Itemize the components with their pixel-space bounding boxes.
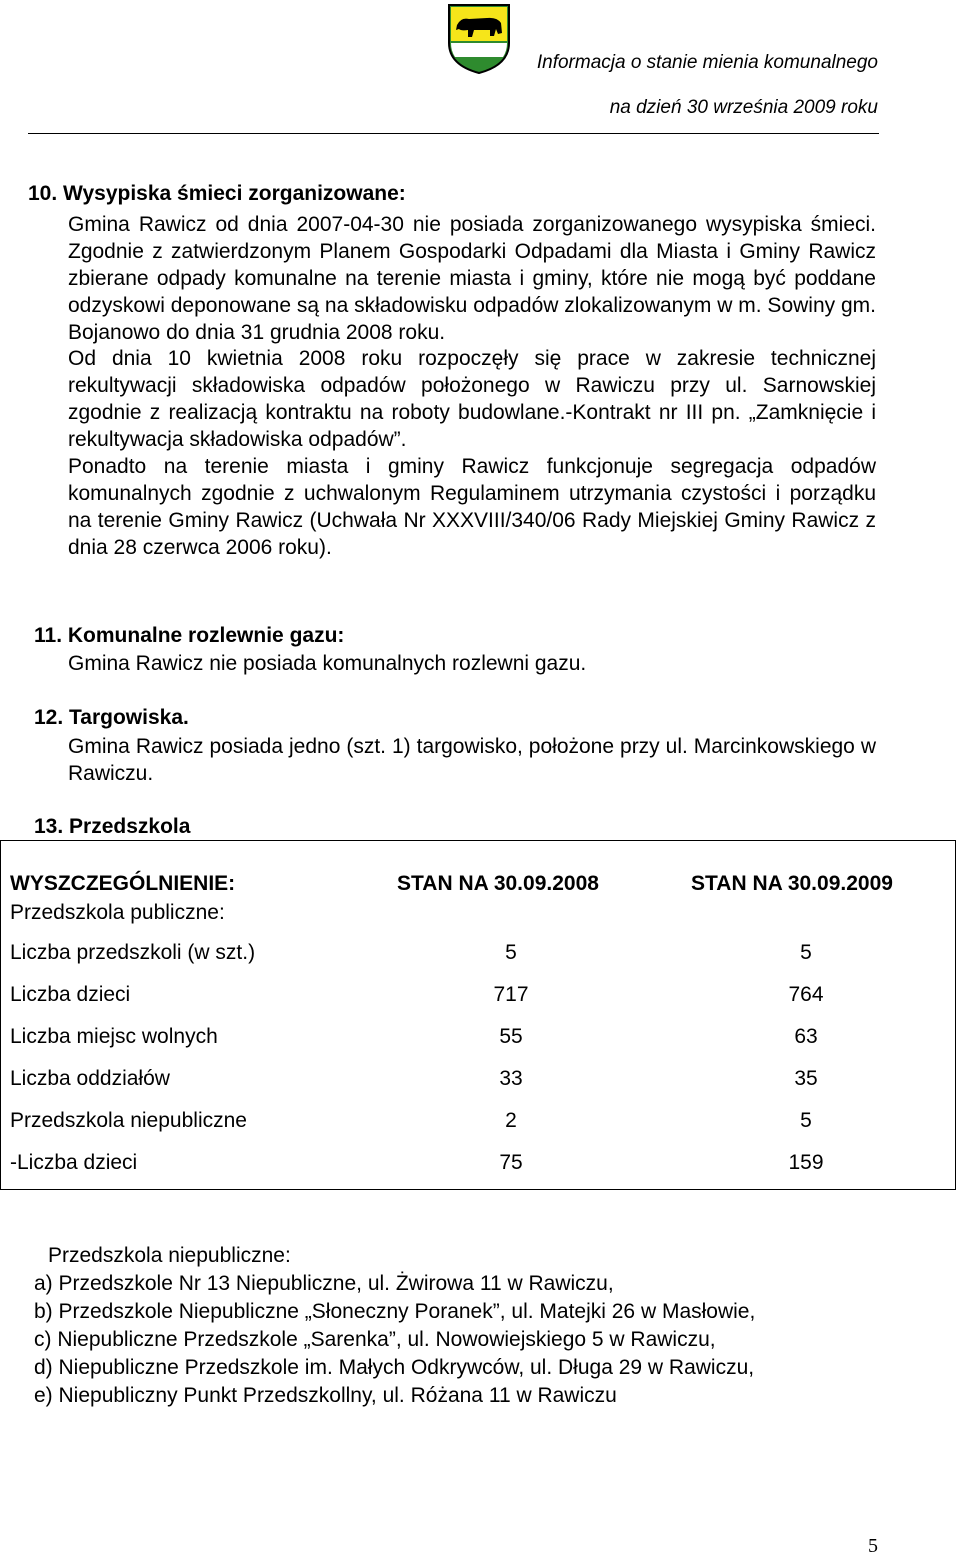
table-row bbox=[1, 983, 957, 1009]
row-value-2008: 5 bbox=[505, 941, 517, 964]
row-label: Liczba dzieci bbox=[10, 983, 131, 1006]
table-row bbox=[1, 1067, 957, 1093]
table-col-header-2009: STAN NA 30.09.2009 bbox=[691, 872, 893, 895]
table-subheader: Przedszkola publiczne: bbox=[10, 901, 225, 924]
page-number: 5 bbox=[868, 1535, 878, 1557]
table-row bbox=[1, 1151, 957, 1177]
section-12-heading: 12. Targowiska. bbox=[34, 706, 189, 729]
section-12-paragraph: Gmina Rawicz posiada jedno (szt. 1) targowisko, położone przy ul. Marcinkowskiego w Rawiczu. bbox=[68, 735, 876, 785]
row-value-2009: 5 bbox=[800, 941, 812, 964]
list-item: c) Niepubliczne Przedszkole „Sarenka”, ul. Nowowiejskiego 5 w Rawiczu, bbox=[34, 1328, 716, 1351]
row-value-2008: 55 bbox=[499, 1025, 523, 1048]
section-10-para-1: Gmina Rawicz od dnia 2007-04-30 nie posiada zorganizowanego wysypiska śmieci. Zgodnie z zatwierdzonym Planem Gospodarki Odpadami dla Miasta i Gminy Rawicz zbierane odpady komunalne na terenie miasta i gminy, które nie mogą być poddane odzyskowi deponowane są na składowisku odpadów zlokalizowanym w m. Sowiny gm. Bojanowo do dnia 31 grudnia 2008 roku. bbox=[68, 213, 876, 344]
section-11-heading: 11. Komunalne rozlewnie gazu: bbox=[34, 624, 345, 647]
row-value-2008: 75 bbox=[499, 1151, 523, 1174]
row-value-2008: 33 bbox=[499, 1067, 523, 1090]
table-row bbox=[1, 1025, 957, 1051]
row-value-2009: 5 bbox=[800, 1109, 812, 1132]
row-label: Przedszkola niepubliczne bbox=[10, 1109, 247, 1132]
row-value-2008: 717 bbox=[493, 983, 529, 1006]
table-row bbox=[1, 941, 957, 967]
list-item: b) Przedszkole Niepubliczne „Słoneczny Poranek”, ul. Matejki 26 w Masłowie, bbox=[34, 1300, 756, 1323]
section-10-heading: 10. Wysypiska śmieci zorganizowane: bbox=[28, 182, 406, 205]
section-11-text: Gmina Rawicz nie posiada komunalnych rozlewni gazu. bbox=[68, 652, 587, 675]
list-item: d) Niepubliczne Przedszkole im. Małych Odkrywców, ul. Długa 29 w Rawiczu, bbox=[34, 1356, 755, 1379]
list-item: e) Niepubliczny Punkt Przedszkollny, ul. Różana 11 w Rawiczu bbox=[34, 1384, 617, 1407]
row-value-2009: 764 bbox=[788, 983, 824, 1006]
preschool-table bbox=[0, 840, 956, 1190]
table-col-header-item: WYSZCZEGÓLNIENIE: bbox=[10, 872, 236, 895]
section-13-heading: 13. Przedszkola bbox=[34, 815, 191, 838]
row-value-2009: 35 bbox=[794, 1067, 818, 1090]
header-date: na dzień 30 września 2009 roku bbox=[609, 97, 878, 118]
section-10-para-2: Od dnia 10 kwietnia 2008 roku rozpoczęły się prace w zakresie technicznej rekultywacji składowiska odpadów położonego w Rawiczu przy ul. Sarnowskiej zgodnie z realizacją kontraktu na roboty budowlane.-Kontrakt nr III pn. „Zamknięcie i rekultywacja składowiska odpadów”. bbox=[68, 347, 876, 451]
section-10-para-3: Ponadto na terenie miasta i gminy Rawicz funkcjonuje segregacja odpadów komunalnych zgodnie z uchwalonym Regulaminem utrzymania czystości i porządku na terenie Gminy Rawicz (Uchwała Nr XXXVIII/340/06 Rady Miejskiej Gminy Rawicz z dnia 28 czerwca 2006 roku). bbox=[68, 455, 876, 559]
list-item: a) Przedszkole Nr 13 Niepubliczne, ul. Żwirowa 11 w Rawiczu, bbox=[34, 1272, 614, 1295]
coat-of-arms-logo bbox=[447, 3, 511, 75]
table-row bbox=[1, 1109, 957, 1135]
row-value-2009: 159 bbox=[788, 1151, 824, 1174]
section-12-text bbox=[68, 733, 876, 787]
nonpublic-preschool-list bbox=[34, 1242, 755, 1410]
section-10-body bbox=[68, 211, 876, 561]
row-label: Liczba oddziałów bbox=[10, 1067, 170, 1090]
row-label: -Liczba dzieci bbox=[10, 1151, 138, 1174]
row-label: Liczba miejsc wolnych bbox=[10, 1025, 218, 1048]
list-title: Przedszkola niepubliczne: bbox=[48, 1244, 291, 1267]
row-label: Liczba przedszkoli (w szt.) bbox=[10, 941, 256, 964]
row-value-2008: 2 bbox=[505, 1109, 517, 1132]
header-title: Informacja o stanie mienia komunalnego bbox=[536, 52, 878, 73]
row-value-2009: 63 bbox=[794, 1025, 818, 1048]
table-col-header-2008: STAN NA 30.09.2008 bbox=[397, 872, 599, 895]
header-divider bbox=[28, 133, 879, 134]
